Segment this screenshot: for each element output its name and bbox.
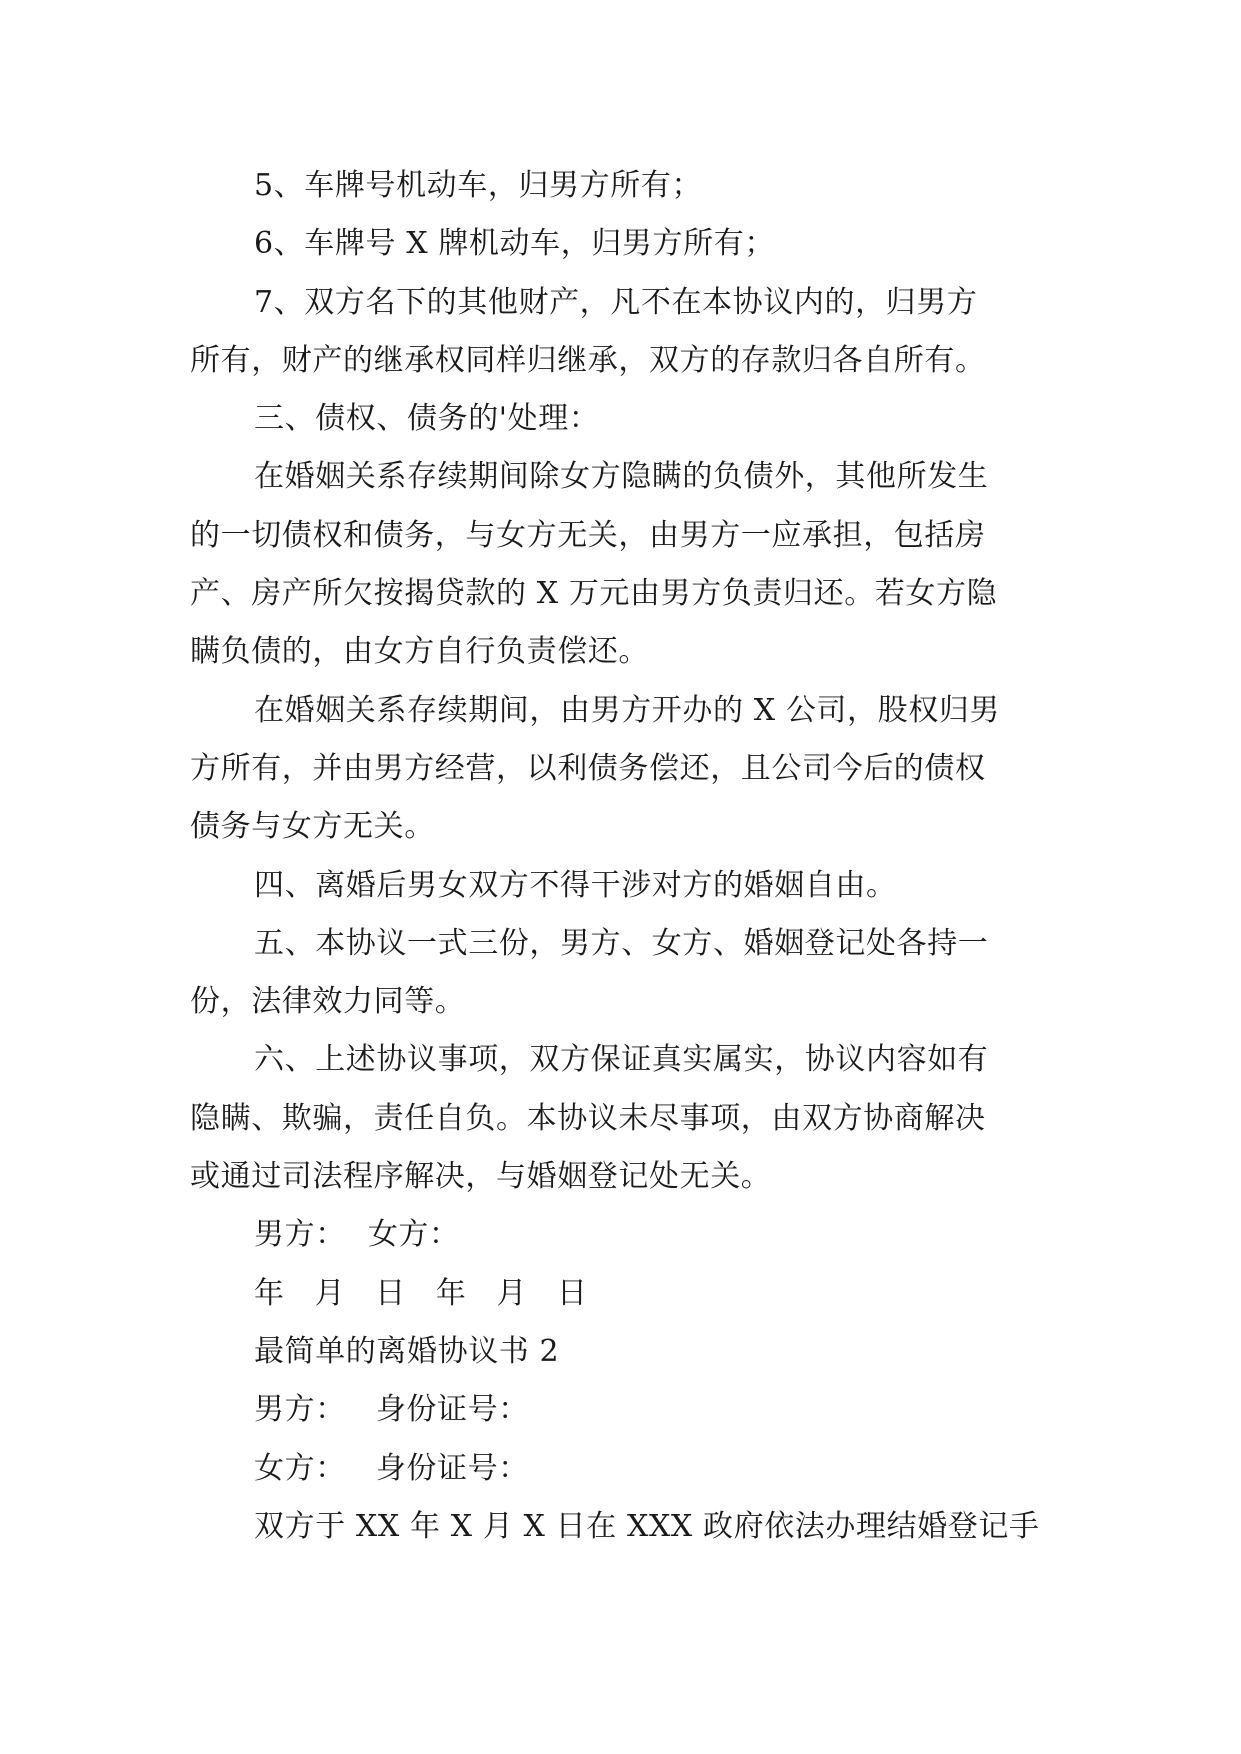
section-five: [190, 915, 1070, 1032]
date-day-2: 日: [557, 1275, 588, 1311]
signature-row: [190, 1206, 1070, 1264]
document-body: [190, 157, 1070, 1556]
text-line: 最简单的离婚协议书 2: [254, 1333, 560, 1369]
date-day-1: 日: [375, 1275, 406, 1311]
date-line: [190, 1265, 1070, 1323]
signature-line: [190, 1206, 1070, 1264]
text-line: 或通过司法程序解决，与婚姻登记处无关。: [190, 1159, 772, 1195]
text-line: 所有，财产的继承权同样归继承，双方的存款归各自所有。: [190, 342, 986, 378]
text-line: 7、双方名下的其他财产，凡不在本协议内的，归男方: [254, 284, 978, 320]
text-line: 在婚姻关系存续期间，由男方开办的 X 公司，股权归男: [254, 692, 1001, 728]
paragraph-item-6: [190, 215, 1070, 273]
female-id-number-label: 身份证号：: [375, 1450, 529, 1486]
date-row: [190, 1265, 1070, 1323]
section-four: [190, 857, 1070, 915]
text-line: 方所有，并由男方经营，以利债务偿还，且公司今后的债权: [190, 750, 986, 786]
date-month-1: 月: [314, 1275, 346, 1311]
second-agreement-title: [190, 1323, 1070, 1381]
female-signature-label: 女方：: [367, 1217, 460, 1253]
section-heading-debts: [190, 390, 1070, 448]
male-id-number-label: 身份证号：: [375, 1392, 529, 1428]
date-year-2: 年: [435, 1275, 467, 1311]
text-line: 五、本协议一式三份，男方、女方、婚姻登记处各持一: [254, 925, 989, 961]
text-line: 6、车牌号 X 牌机动车，归男方所有；: [254, 226, 775, 262]
female-id-line: [190, 1440, 1070, 1498]
male-label: 男方：: [254, 1392, 346, 1428]
paragraph-debts-1: [190, 448, 1070, 681]
text-line: 在婚姻关系存续期间除女方隐瞒的负债外，其他所发生: [254, 459, 989, 495]
marriage-registration-line: [190, 1498, 1070, 1556]
date-year-1: 年: [254, 1275, 285, 1311]
paragraph-debts-2: [190, 682, 1070, 857]
male-id-line: [190, 1381, 1070, 1439]
paragraph-item-7: [190, 274, 1070, 391]
text-line: 三、债权、债务的'处理：: [254, 401, 600, 437]
section-six: [190, 1031, 1070, 1206]
text-line: 份，法律效力同等。: [190, 984, 466, 1020]
text-line: 双方于 XX 年 X 月 X 日在 XXX 政府依法办理结婚登记手: [254, 1508, 1040, 1544]
text-line: 5、车牌号机动车，归男方所有；: [254, 168, 703, 203]
text-line: 债务与女方无关。: [190, 809, 435, 845]
male-signature-label: 男方：: [254, 1217, 346, 1253]
paragraph-item-5: [190, 157, 1070, 215]
female-label: 女方：: [254, 1450, 346, 1486]
text-line: 产、房产所欠按揭贷款的 X 万元由男方负责归还。若女方隐: [190, 576, 998, 612]
female-id-row: [190, 1440, 1070, 1498]
male-id-row: [190, 1381, 1070, 1439]
text-line: 六、上述协议事项，双方保证真实属实，协议内容如有: [254, 1042, 989, 1078]
text-line: 隐瞒、欺骗，责任自负。本协议未尽事项，由双方协商解决: [190, 1100, 986, 1136]
text-line: 的一切债权和债务，与女方无关，由男方一应承担，包括房: [190, 517, 986, 553]
text-line: 四、离婚后男女双方不得干涉对方的婚姻自由。: [254, 867, 897, 903]
date-month-2: 月: [496, 1275, 528, 1311]
text-line: 瞒负债的，由女方自行负责偿还。: [190, 634, 649, 670]
